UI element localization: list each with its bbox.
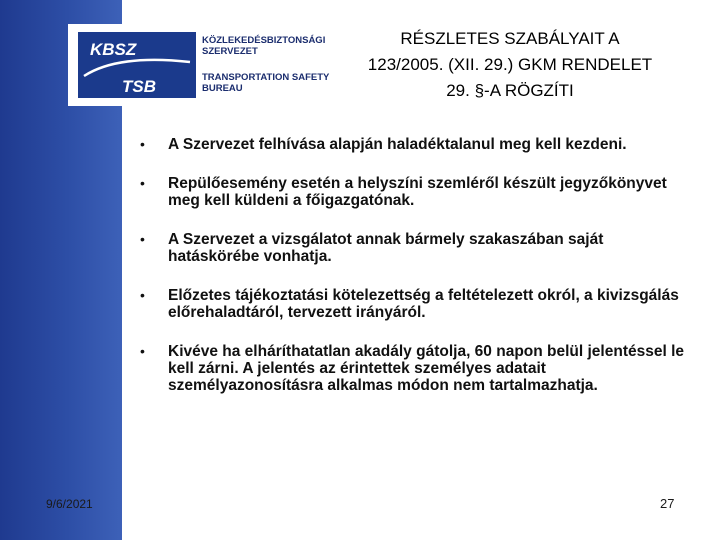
list-item-text: A Szervezet a vizsgálatot annak bármely szakaszában saját hatáskörébe vonhatja. (168, 231, 604, 265)
logo-abbr-bottom: TSB (122, 77, 156, 96)
list-item (140, 136, 688, 153)
bullet-icon: • (140, 343, 145, 359)
list-item-text: A Szervezet felhívása alapján haladéktalanul meg kell kezdeni. (168, 136, 627, 153)
list-item (140, 343, 688, 394)
logo-line-4: BUREAU (202, 83, 243, 94)
bullet-icon: • (140, 136, 145, 152)
list-item (140, 175, 688, 209)
list-item-text: Előzetes tájékoztatási kötelezettség a feltételezett okról, a kivizsgálás előrehaladtáról, tervezett irányáról. (168, 287, 679, 321)
kbsz-emblem-icon (78, 32, 196, 98)
logo-line-3: TRANSPORTATION SAFETY (202, 72, 330, 83)
kbsz-logo (68, 24, 356, 106)
bullet-icon: • (140, 231, 145, 247)
page-number: 27 (660, 496, 675, 511)
list-item (140, 287, 688, 321)
bullet-icon: • (140, 287, 145, 303)
list-item-text: Kivéve ha elháríthatatlan akadály gátolja, 60 napon belül jelentéssel le kell zárni. A jelentés az érintettek személyes adatait személyazonosításra alkalmas módon nem tartalmazhatja. (168, 343, 685, 394)
logo-abbr-top: KBSZ (90, 40, 137, 59)
logo-line-2: SZERVEZET (202, 46, 258, 57)
list-item (140, 231, 688, 265)
slide-title: RÉSZLETES SZABÁLYAIT A 123/2005. (XII. 29.) GKM RENDELET 29. §-A RÖGZÍTI (367, 29, 653, 100)
bullet-icon: • (140, 175, 145, 191)
footer-date: 9/6/2021 (46, 497, 93, 511)
bullet-list (140, 136, 688, 416)
list-item-text: Repülőesemény esetén a helyszíni szemléről készült jegyzőkönyvet meg kell küldeni a főigazgatónak. (168, 175, 667, 209)
logo-line-1: KÖZLEKEDÉSBIZTONSÁGI (202, 35, 326, 46)
